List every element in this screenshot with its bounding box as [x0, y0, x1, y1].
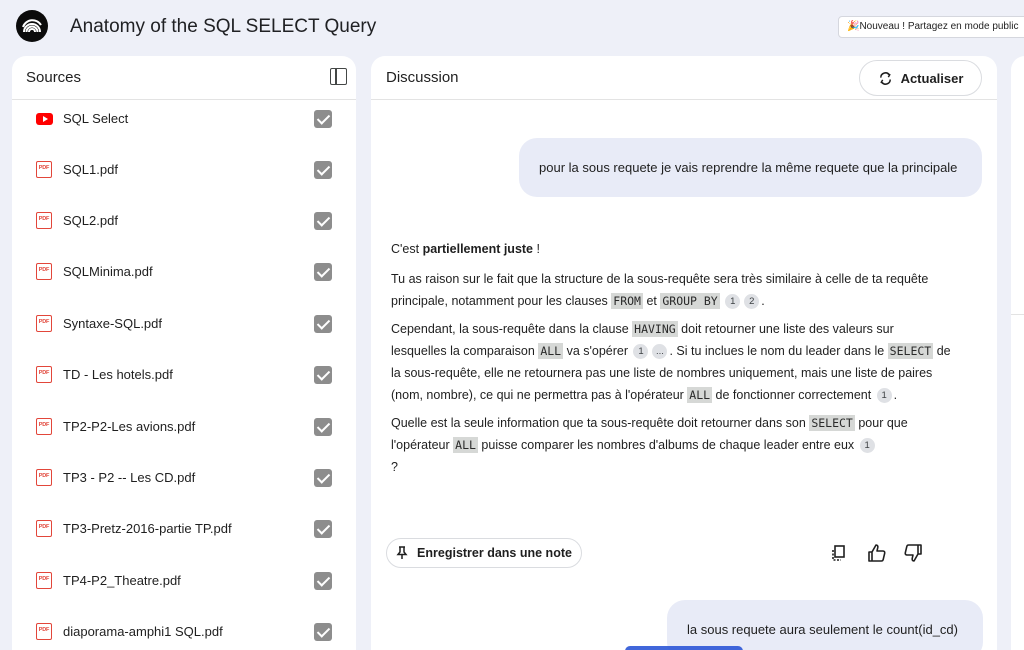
- source-item[interactable]: [12, 257, 356, 287]
- source-label: Syntaxe-SQL.pdf: [63, 316, 162, 331]
- source-checkbox[interactable]: [314, 263, 332, 281]
- chat-header: [371, 56, 997, 100]
- pdf-icon: [36, 263, 52, 280]
- source-label: SQLMinima.pdf: [63, 264, 153, 279]
- source-item[interactable]: [12, 309, 356, 339]
- reply-paragraph: [391, 412, 951, 478]
- code-span: ALL: [689, 388, 711, 402]
- citation-badge[interactable]: 1: [860, 438, 875, 453]
- source-label: TP2-P2-Les avions.pdf: [63, 419, 196, 434]
- app-title[interactable]: Anatomy of the SQL SELECT Query: [70, 16, 377, 37]
- notebook-logo-icon[interactable]: [16, 10, 48, 42]
- pdf-icon: [36, 469, 52, 486]
- sources-header: [12, 56, 356, 100]
- source-label: SQL1.pdf: [63, 162, 118, 177]
- citation-badge[interactable]: 1: [877, 388, 892, 403]
- chat-title: Discussion: [386, 69, 459, 86]
- pdf-icon: [36, 572, 52, 589]
- thumbs-up-icon[interactable]: [865, 541, 889, 565]
- citation-badge[interactable]: ...: [652, 344, 667, 359]
- source-item[interactable]: [12, 617, 356, 647]
- source-checkbox[interactable]: [314, 469, 332, 487]
- source-item[interactable]: [12, 412, 356, 442]
- reply-text: !: [533, 242, 540, 256]
- reply-paragraph: [391, 268, 951, 312]
- pdf-icon: [36, 418, 52, 435]
- copy-icon[interactable]: [827, 541, 851, 565]
- top-bar: [0, 0, 1024, 56]
- reply-text: puisse comparer les nombres d'albums de chaque leader entre eux: [477, 438, 858, 452]
- source-label: SQL2.pdf: [63, 213, 118, 228]
- reply-paragraph: [391, 318, 951, 406]
- source-label: TP3 - P2 -- Les CD.pdf: [63, 470, 196, 485]
- source-checkbox[interactable]: [314, 161, 332, 179]
- code-span: SELECT: [889, 344, 932, 358]
- reply-text: ?: [391, 460, 398, 474]
- source-item[interactable]: [12, 206, 356, 236]
- panel-toggle-icon[interactable]: [330, 68, 347, 85]
- source-checkbox[interactable]: [314, 520, 332, 538]
- source-checkbox[interactable]: [314, 418, 332, 436]
- sources-panel: [12, 56, 356, 650]
- pdf-icon: [36, 212, 52, 229]
- citation-badge[interactable]: 2: [744, 294, 759, 309]
- thumbs-down-icon[interactable]: [901, 541, 925, 565]
- source-label: SQL Select: [63, 111, 129, 126]
- assistant-reply: [391, 238, 951, 484]
- source-item[interactable]: [12, 566, 356, 596]
- chat-panel: [371, 56, 997, 650]
- save-note-label: Enregistrer dans une note: [417, 546, 572, 560]
- sources-title: Sources: [26, 69, 82, 86]
- code-span: HAVING: [634, 322, 676, 336]
- reply-text: Quelle est la seule information que ta sous-requête doit retourner dans son: [391, 416, 810, 430]
- source-checkbox[interactable]: [314, 623, 332, 641]
- reply-text: . Si tu inclues le nom du leader dans le: [669, 344, 888, 358]
- source-item[interactable]: [12, 463, 356, 493]
- source-label: TP3-Pretz-2016-partie TP.pdf: [63, 521, 232, 536]
- code-span: GROUP BY: [662, 294, 718, 308]
- reply-text: va s'opérer: [563, 344, 632, 358]
- pdf-icon: [36, 161, 52, 178]
- source-item[interactable]: [12, 155, 356, 185]
- reply-bold-text: partiellement juste: [422, 242, 534, 256]
- save-note-button[interactable]: [386, 538, 582, 568]
- source-checkbox[interactable]: [314, 572, 332, 590]
- reply-text: C'est: [391, 242, 423, 256]
- source-checkbox[interactable]: [314, 212, 332, 230]
- source-item[interactable]: [12, 104, 356, 134]
- youtube-icon: [36, 113, 53, 125]
- reply-text: Tu as raison sur le fait que la structure de la sous-requête sera très similaire à celle de ta requête principale, notamment pour les clauses: [391, 272, 929, 308]
- scroll-indicator[interactable]: [625, 646, 743, 650]
- reply-text: .: [893, 388, 898, 402]
- refresh-icon: [878, 71, 893, 86]
- promo-banner[interactable]: 🎉Nouveau ! Partagez en mode public: [838, 16, 1024, 38]
- reply-text: de la sous-requête, elle ne retournera pas une liste de nombres uniquement, mais une liste de paires (nom, nombre), ce qui ne permettra pas à l'opérateur: [391, 344, 951, 402]
- citation-badge[interactable]: 1: [725, 294, 740, 309]
- studio-panel-edge: [1011, 56, 1024, 650]
- user-message: pour la sous requete je vais reprendre la même requete que la principale: [519, 138, 982, 197]
- pdf-icon: [36, 623, 52, 640]
- source-checkbox[interactable]: [314, 110, 332, 128]
- user-message: la sous requete aura seulement le count(id_cd): [667, 600, 983, 650]
- source-label: TD - Les hotels.pdf: [63, 367, 173, 382]
- source-checkbox[interactable]: [314, 315, 332, 333]
- source-label: TP4-P2_Theatre.pdf: [63, 573, 181, 588]
- source-checkbox[interactable]: [314, 366, 332, 384]
- reply-text: pour que l'opérateur: [391, 416, 908, 452]
- reply-text: doit retourner une liste des valeurs sur lesquelles la comparaison: [391, 322, 894, 358]
- citation-badge[interactable]: 1: [633, 344, 648, 359]
- source-label: diaporama-amphi1 SQL.pdf: [63, 624, 223, 639]
- reply-text: et: [642, 294, 661, 308]
- pdf-icon: [36, 315, 52, 332]
- reply-text: .: [761, 294, 765, 308]
- pin-icon: [396, 546, 408, 560]
- source-item[interactable]: [12, 514, 356, 544]
- source-item[interactable]: [12, 360, 356, 390]
- code-span: SELECT: [811, 416, 853, 430]
- code-span: ALL: [540, 344, 562, 358]
- refresh-button[interactable]: [859, 60, 982, 96]
- reply-text: de fonctionner correctement: [712, 388, 875, 402]
- refresh-label: Actualiser: [900, 70, 964, 86]
- reply-paragraph: [391, 238, 951, 260]
- reply-text: Cependant, la sous-requête dans la clause: [391, 322, 633, 336]
- code-span: ALL: [455, 438, 476, 452]
- pdf-icon: [36, 520, 52, 537]
- pdf-icon: [36, 366, 52, 383]
- code-span: FROM: [613, 294, 641, 308]
